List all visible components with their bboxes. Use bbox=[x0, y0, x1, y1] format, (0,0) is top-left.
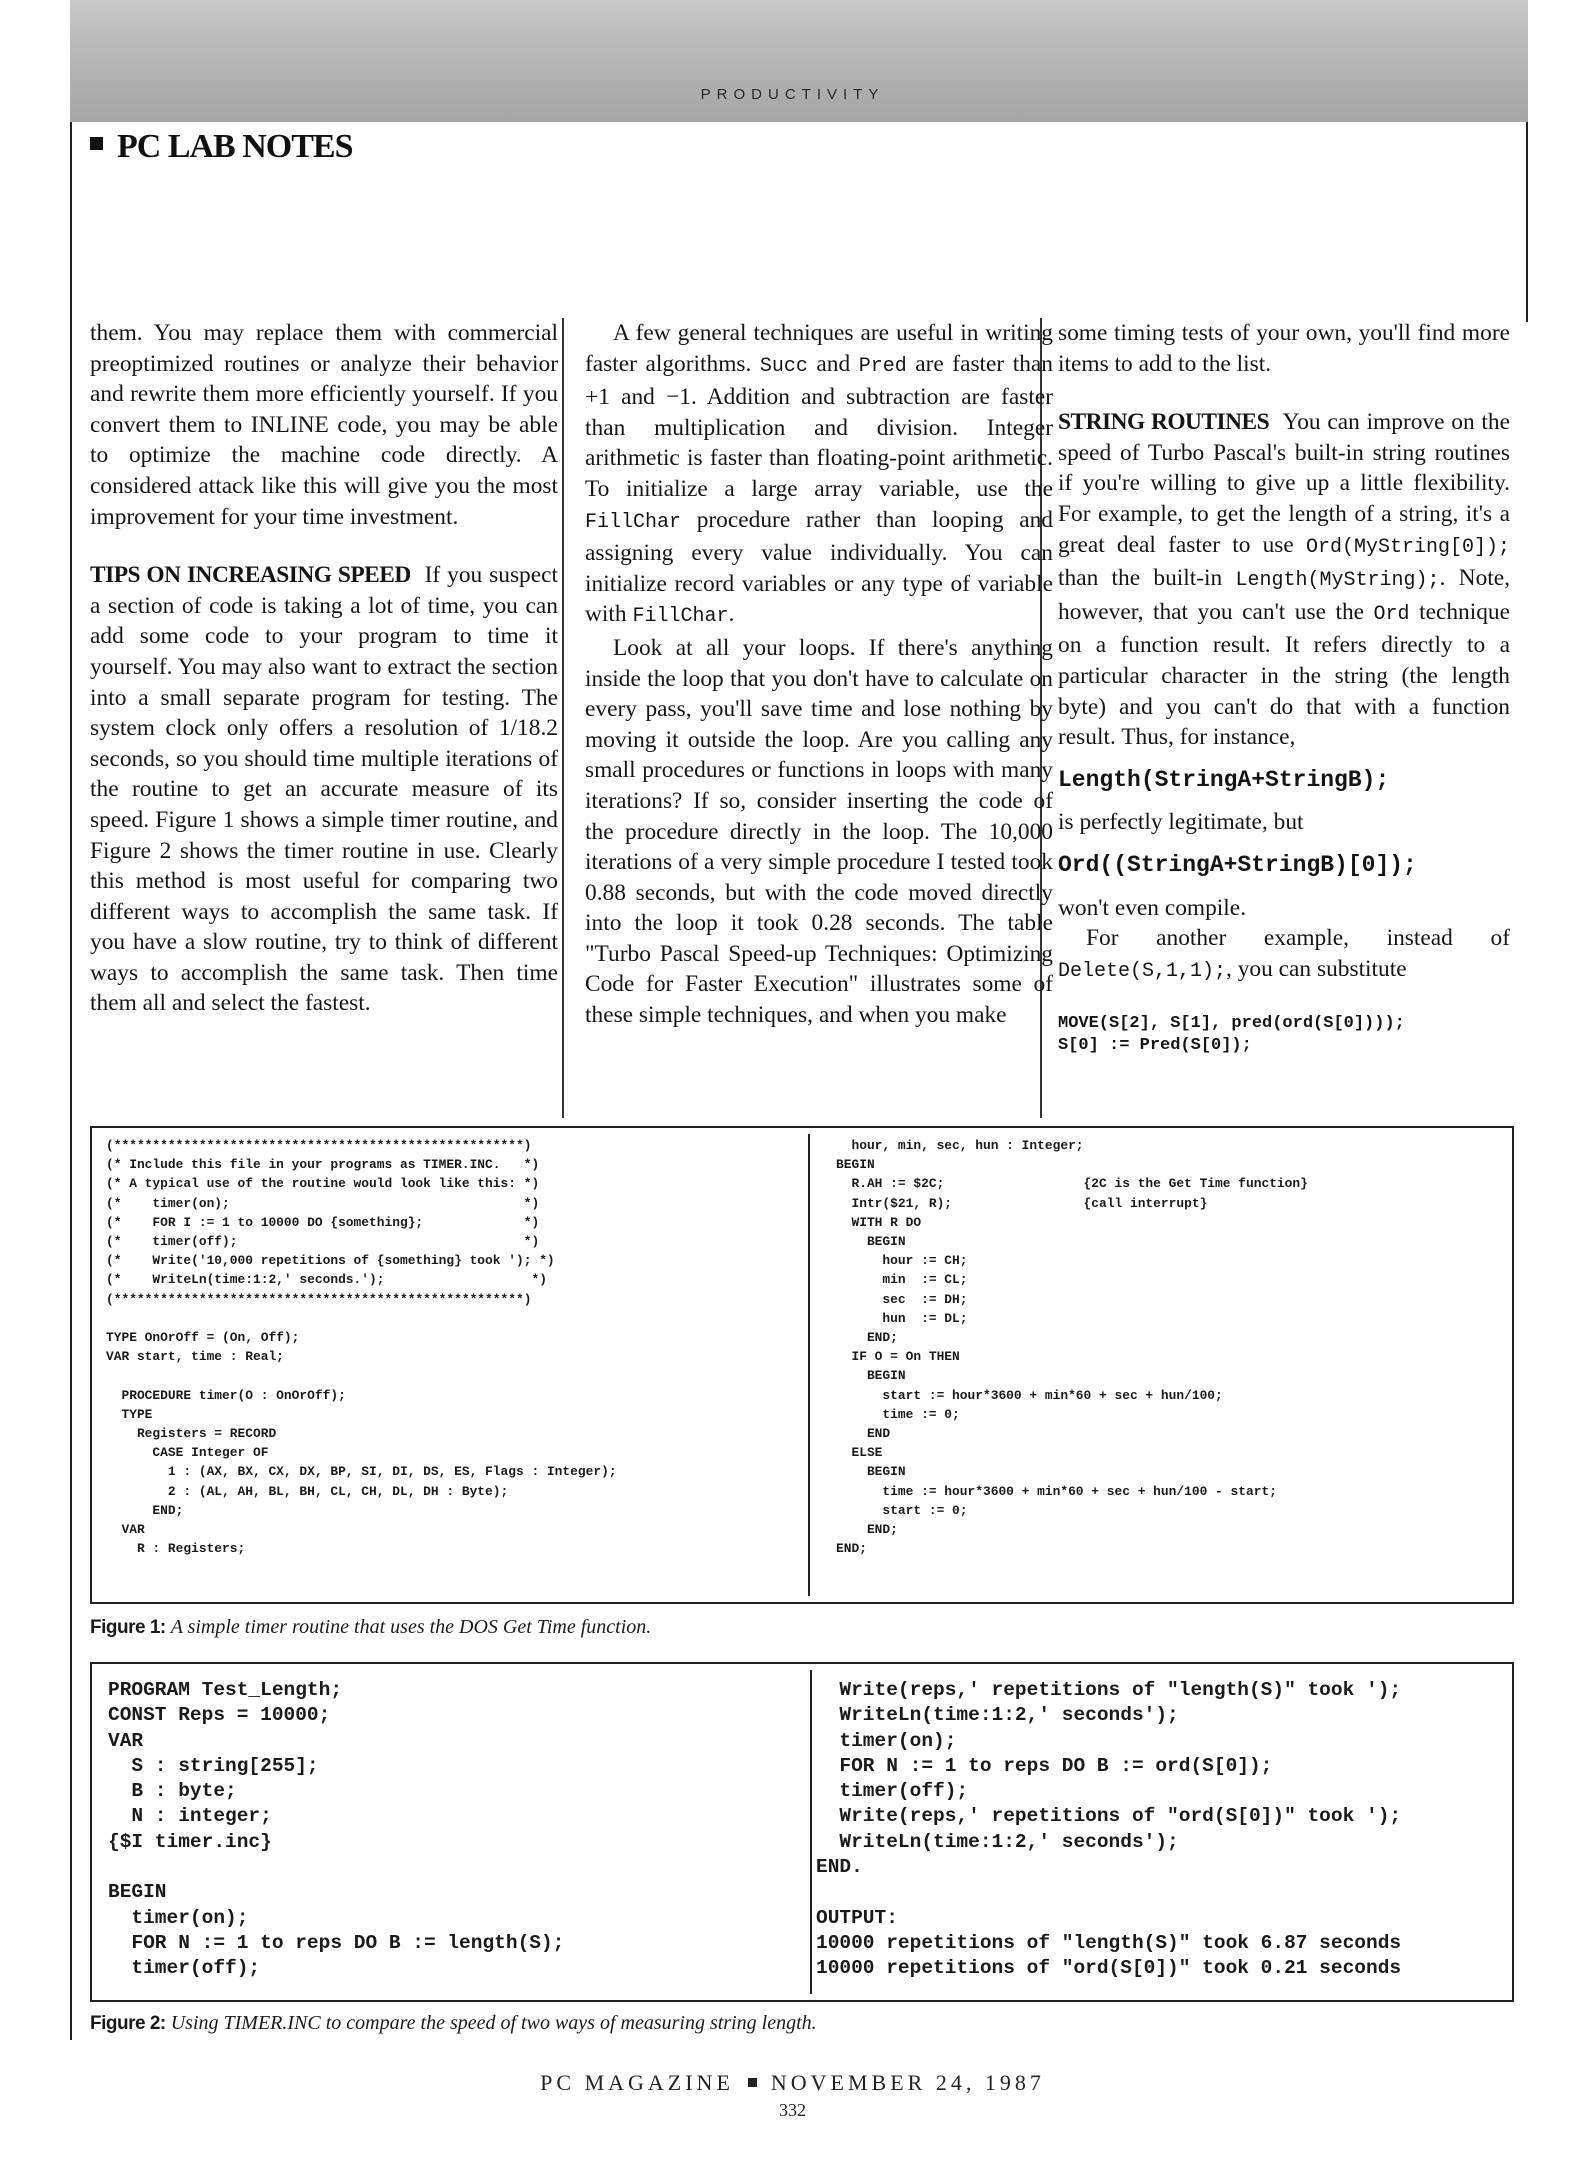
code-example: Length(StringA+StringB); bbox=[1058, 766, 1390, 793]
paragraph bbox=[585, 318, 1053, 633]
footer bbox=[0, 2070, 1585, 2096]
paragraph: won't even compile. bbox=[1058, 894, 1247, 921]
text-run: technique on a function result. It refers directly to a particular character in the string (the length byte) and you can't do that with a function result. Thus, for instance, bbox=[1058, 598, 1510, 751]
issue-date: NOVEMBER 24, 1987 bbox=[770, 2070, 1045, 2095]
article-column-3 bbox=[1058, 318, 1510, 1120]
figure-1-caption bbox=[90, 1616, 651, 1639]
text-run: procedure rather than looping and assigning every value individually. You can initialize record variables or any type of variable with bbox=[585, 506, 1053, 628]
page-number: 332 bbox=[779, 2100, 806, 2120]
inline-code: Pred bbox=[858, 354, 907, 378]
inline-code: FillChar bbox=[632, 605, 729, 629]
header-band bbox=[70, 0, 1528, 122]
inline-code: Delete(S,1,1); bbox=[1058, 959, 1227, 983]
text-run: . bbox=[728, 601, 735, 628]
text-run: , you can substitute bbox=[1226, 955, 1407, 982]
frame-rule-right bbox=[1526, 122, 1528, 322]
article-column-2 bbox=[585, 318, 1053, 1120]
title-bullet-icon bbox=[90, 137, 103, 150]
code-example: MOVE(S[2], S[1], pred(ord(S[0]))); S[0] := Pred(S[0]); bbox=[1058, 1014, 1405, 1056]
subhead: TIPS ON INCREASING SPEED bbox=[90, 562, 411, 589]
figure-1-box bbox=[90, 1126, 1514, 1604]
paragraph bbox=[90, 560, 558, 1019]
subhead: STRING ROUTINES bbox=[1058, 409, 1270, 436]
paragraph bbox=[1058, 407, 1510, 753]
magazine-name: PC MAGAZINE bbox=[540, 2070, 734, 2095]
figure-1-code-left: (*****************************************************) (* Include this file in your programs as TIMER.INC. *) (* A typical use of the routine would look like this: *) (* timer(on); *) (* FOR I := 1 to 10000 DO {something}; *) (* timer(off); *) (* Write('10,000 repetitions of {something} took '); *) (* WriteLn(time:1:2,' seconds.'); *) (*****************************************************) TYPE OnOrOff = (On, Off); VAR start, time : Real; PROCEDURE timer(O : OnOrOff); TYPE Registers = RECORD CASE Integer OF 1 : (AX, BX, CX, DX, BP, SI, DI, DS, ES, Flags : Integer); 2 : (AL, AH, BL, BH, CL, CH, DL, DH : Byte); END; VAR R : Registers; bbox=[106, 1138, 617, 1557]
paragraph: Look at all your loops. If there's anything inside the loop that you don't have to calculate on every pass, you'll save time and lose nothing by moving it outside the loop. Are you calling any small procedures or functions in loops with many iterations? If so, consider inserting the code of the procedure directly in the loop. The 10,000 iterations of a very simple procedure I tested took 0.88 seconds, but with the code moved directly into the loop it took 0.28 seconds. The table "Turbo Pascal Speed-up Techniques: Optimizing Code for Faster Execution" illustrates some of these simple techniques, and when you make bbox=[585, 634, 1053, 1029]
figure-label: Figure 2: bbox=[90, 2013, 166, 2034]
figure-2-code-left: PROGRAM Test_Length; CONST Reps = 10000; VAR S : string[255]; B : byte; N : integer; {$I timer.inc} BEGIN timer(on); FOR N := 1 to reps DO B := length(S); timer(off); bbox=[108, 1679, 565, 1980]
article-column-1 bbox=[90, 318, 558, 1120]
paragraph-text: If you suspect a section of code is taking a lot of time, you can add some code to your program to time it yourself. You may also want to extract the section into a small separate program for testing. The system clock only offers a resolution of 1/18.2 seconds, so you should time multiple iterations of the routine to get an accurate measure of its speed. Figure 1 shows a simple timer routine, and Figure 2 shows the timer routine in use. Clearly this method is most useful for comparing two different ways to accomplish the same task. If you have a slow routine, try to think of different ways to accomplish the same task. Then time them all and select the fastest. bbox=[90, 562, 558, 1017]
figure-2-box bbox=[90, 1662, 1514, 2002]
footer-bullet-icon bbox=[748, 2078, 757, 2087]
paragraph bbox=[1058, 923, 1510, 987]
inline-code: FillChar bbox=[585, 510, 682, 534]
page-title bbox=[90, 128, 353, 166]
caption-text: A simple timer routine that uses the DOS Get Time function. bbox=[170, 1616, 652, 1638]
figure-divider bbox=[808, 1134, 810, 1596]
text-run: and bbox=[807, 350, 859, 377]
frame-rule-left bbox=[70, 122, 72, 2040]
text-run: For another example, instead of bbox=[1086, 925, 1510, 952]
paragraph: is perfectly legitimate, but bbox=[1058, 809, 1304, 836]
inline-code: Ord bbox=[1373, 602, 1410, 626]
text-run: than the built-in bbox=[1058, 565, 1236, 592]
figure-divider bbox=[810, 1670, 812, 1994]
figure-2-code-right: Write(reps,' repetitions of "length(S)" took '); WriteLn(time:1:2,' seconds'); timer(on); FOR N := 1 to reps DO B := ord(S[0]); timer(off); Write(reps,' repetitions of "ord(S[0])" took '); WriteLn(time:1:2,' seconds'); END. OUTPUT: 10000 repetitions of "length(S)" took 6.87 seconds 10000 repetitions of "ord(S[0])" took 0.21 seconds bbox=[816, 1679, 1402, 1980]
section-label: PRODUCTIVITY bbox=[700, 86, 885, 103]
caption-text: Using TIMER.INC to compare the speed of two ways of measuring string length. bbox=[170, 2012, 817, 2034]
text-run: A few general techniques are useful in writing faster algorithms. bbox=[585, 320, 1053, 377]
text-run: are faster than +1 and −1. Addition and subtraction are faster than multiplication and division. Integer arithmetic is faster than floating-point arithmetic. To initialize a large array variable, use the bbox=[585, 350, 1053, 502]
text-run: You can improve on the speed of Turbo Pascal's built-in string routines if you're willing to give up a little flexibility. For example, to get the length of a string, it's a great deal faster to use bbox=[1058, 409, 1510, 558]
figure-1-code-right: hour, min, sec, hun : Integer; BEGIN R.AH := $2C; {2C is the Get Time function} Intr($21, R); {call interrupt} WITH R DO BEGIN hour := CH; min := CL; sec := DH; hun := DL; END; IF O = On THEN BEGIN start := hour*3600 + min*60 + sec + hun/100; time := 0; END ELSE BEGIN time := hour*3600 + min*60 + sec + hun/100 - start; start := 0; END; END; bbox=[836, 1138, 1308, 1557]
figure-2-caption bbox=[90, 2012, 817, 2035]
code-example: Ord((StringA+StringB)[0]); bbox=[1058, 851, 1417, 878]
figure-label: Figure 1: bbox=[90, 1617, 166, 1638]
text-run: . Note, however, that you can't use the bbox=[1058, 565, 1510, 625]
column-rule bbox=[562, 318, 564, 1118]
page-title-text: PC LAB NOTES bbox=[117, 128, 353, 165]
inline-code: Succ bbox=[759, 354, 808, 378]
paragraph: them. You may replace them with commercial preoptimized routines or analyze their behavior and rewrite them more efficiently yourself. If you convert them to INLINE code, you may be able to optimize the machine code directly. A considered attack like this will give you the most improvement for your time investment. bbox=[90, 320, 558, 530]
paragraph: some timing tests of your own, you'll find more items to add to the list. bbox=[1058, 320, 1510, 377]
inline-code: Ord(MyString[0]); bbox=[1305, 535, 1510, 559]
inline-code: Length(MyString); bbox=[1235, 569, 1440, 593]
